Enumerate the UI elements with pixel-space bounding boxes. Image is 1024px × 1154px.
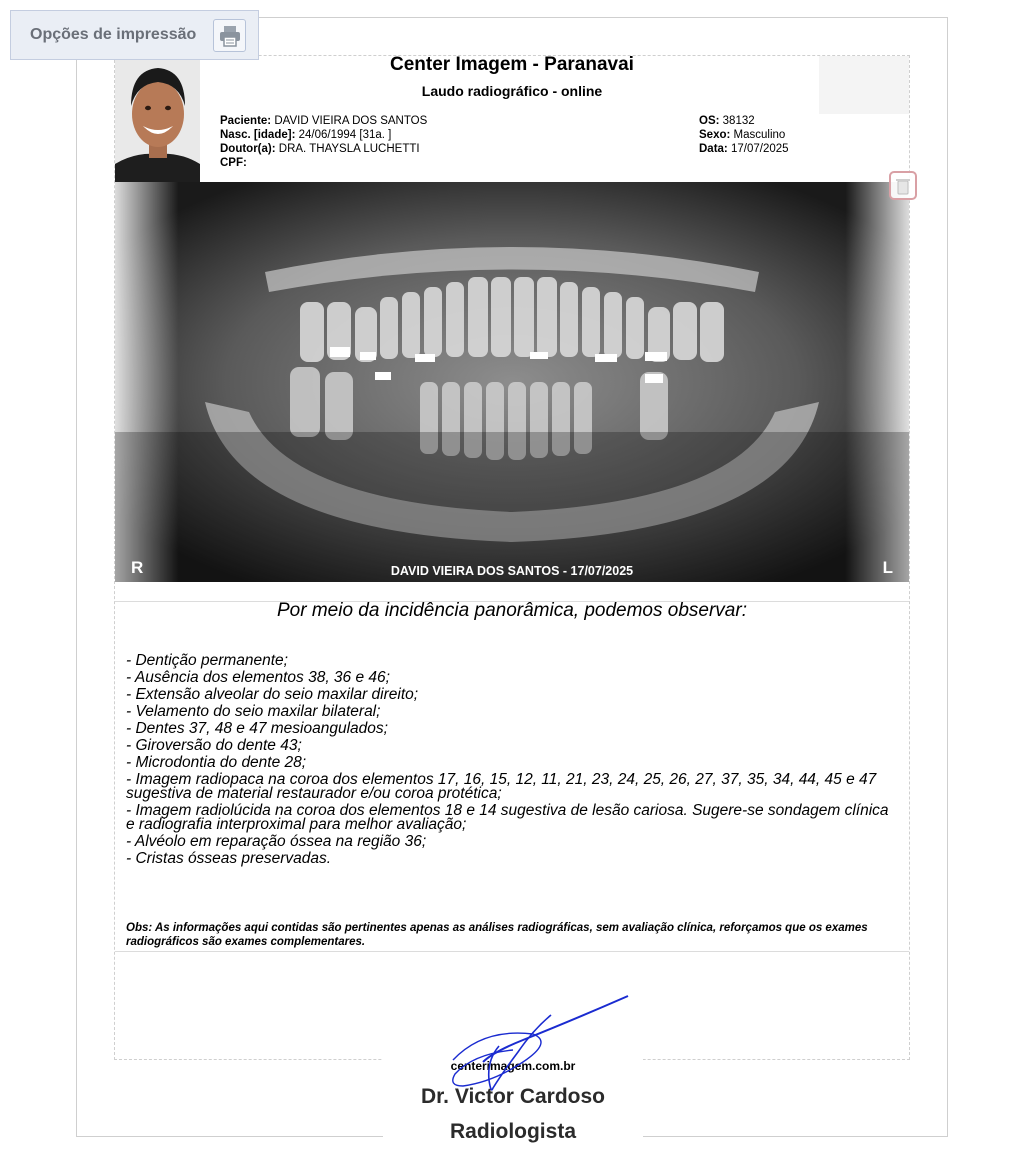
patient-sex: Masculino [733,129,786,141]
report-subtitle: Laudo radiográfico - online [421,83,603,99]
patient-sex-row: Sexo: Masculino [699,129,786,141]
xray-caption: DAVID VIEIRA DOS SANTOS - 17/07/2025 [390,564,634,578]
panoramic-xray [115,182,909,582]
patient-birth: 24/06/1994 [31a. ] [298,129,392,141]
logo-placeholder [819,56,909,114]
close-icon[interactable] [889,171,917,200]
patient-name: DAVID VIEIRA DOS SANTOS [274,115,428,127]
patient-doctor: DRA. THAYSLA LUCHETTI [278,143,420,155]
xray-left-marker: L [882,558,893,577]
order-os: 38132 [722,115,755,127]
finding-item: - Dentição permanente; [126,652,288,669]
patient-name-row: Paciente: DAVID VIEIRA DOS SANTOS [220,115,428,127]
printer-icon [218,25,242,47]
signature-block [383,990,643,1150]
site-url: centerimagem.com.br [450,1059,576,1073]
print-options-bar[interactable] [10,10,259,60]
findings-list [126,654,896,869]
order-date-row: Data: 17/07/2025 [699,143,789,155]
clinic-title: Center Imagem - Paranavai [390,54,634,75]
patient-info [220,114,427,170]
obs-note: Obs: As informações aqui contidas são pertinentes apenas as análises radiográficas, sem avaliação clínica, reforçamos que os exames radiográficos são exames complementares. [126,922,868,948]
finding-item: - Imagem radiolúcida na coroa dos elementos 18 e 14 sugestiva de lesão cariosa. Sugere-se sondagem clínica e radiografia interproximal para melhor avaliação; [126,802,889,833]
order-os-row: OS: 38132 [699,115,755,127]
finding-item: - Alvéolo em reparação óssea na região 36; [126,833,427,850]
order-info [699,114,789,156]
divider [115,951,909,952]
print-options-label: Opções de impressão [30,26,197,43]
xray-right-marker: R [131,558,144,577]
doctor-name: Dr. Victor Cardoso [421,1085,605,1108]
doctor-role: Radiologista [449,1120,576,1143]
trash-icon [895,177,911,195]
patient-birth-row: Nasc. [idade]: 24/06/1994 [31a. ] [220,129,392,141]
finding-item: - Dentes 37, 48 e 47 mesioangulados; [126,720,388,737]
signature-icon [383,990,643,1110]
finding-item: - Ausência dos elementos 38, 36 e 46; [126,669,390,686]
finding-item: - Giroversão do dente 43; [126,737,302,754]
order-date: 17/07/2025 [730,143,789,155]
finding-item: - Microdontia do dente 28; [126,754,307,771]
finding-item: - Extensão alveolar do seio maxilar direito; [126,686,419,703]
patient-photo [115,56,200,182]
finding-item: - Imagem radiopaca na coroa dos elementos 17, 16, 15, 12, 11, 21, 23, 24, 25, 26, 27, 37, 35, 34, 44, 45 e 47 sugestiva de material restaurador e/ou coroa protética; [126,771,877,802]
findings-title: Por meio da incidência panorâmica, podemos observar: [277,600,747,621]
finding-item: - Cristas ósseas preservadas. [126,850,332,867]
finding-item: - Velamento do seio maxilar bilateral; [126,703,381,720]
patient-cpf-row: CPF: [220,157,247,169]
patient-doctor-row: Doutor(a): DRA. THAYSLA LUCHETTI [220,143,420,155]
print-button[interactable] [213,19,246,52]
